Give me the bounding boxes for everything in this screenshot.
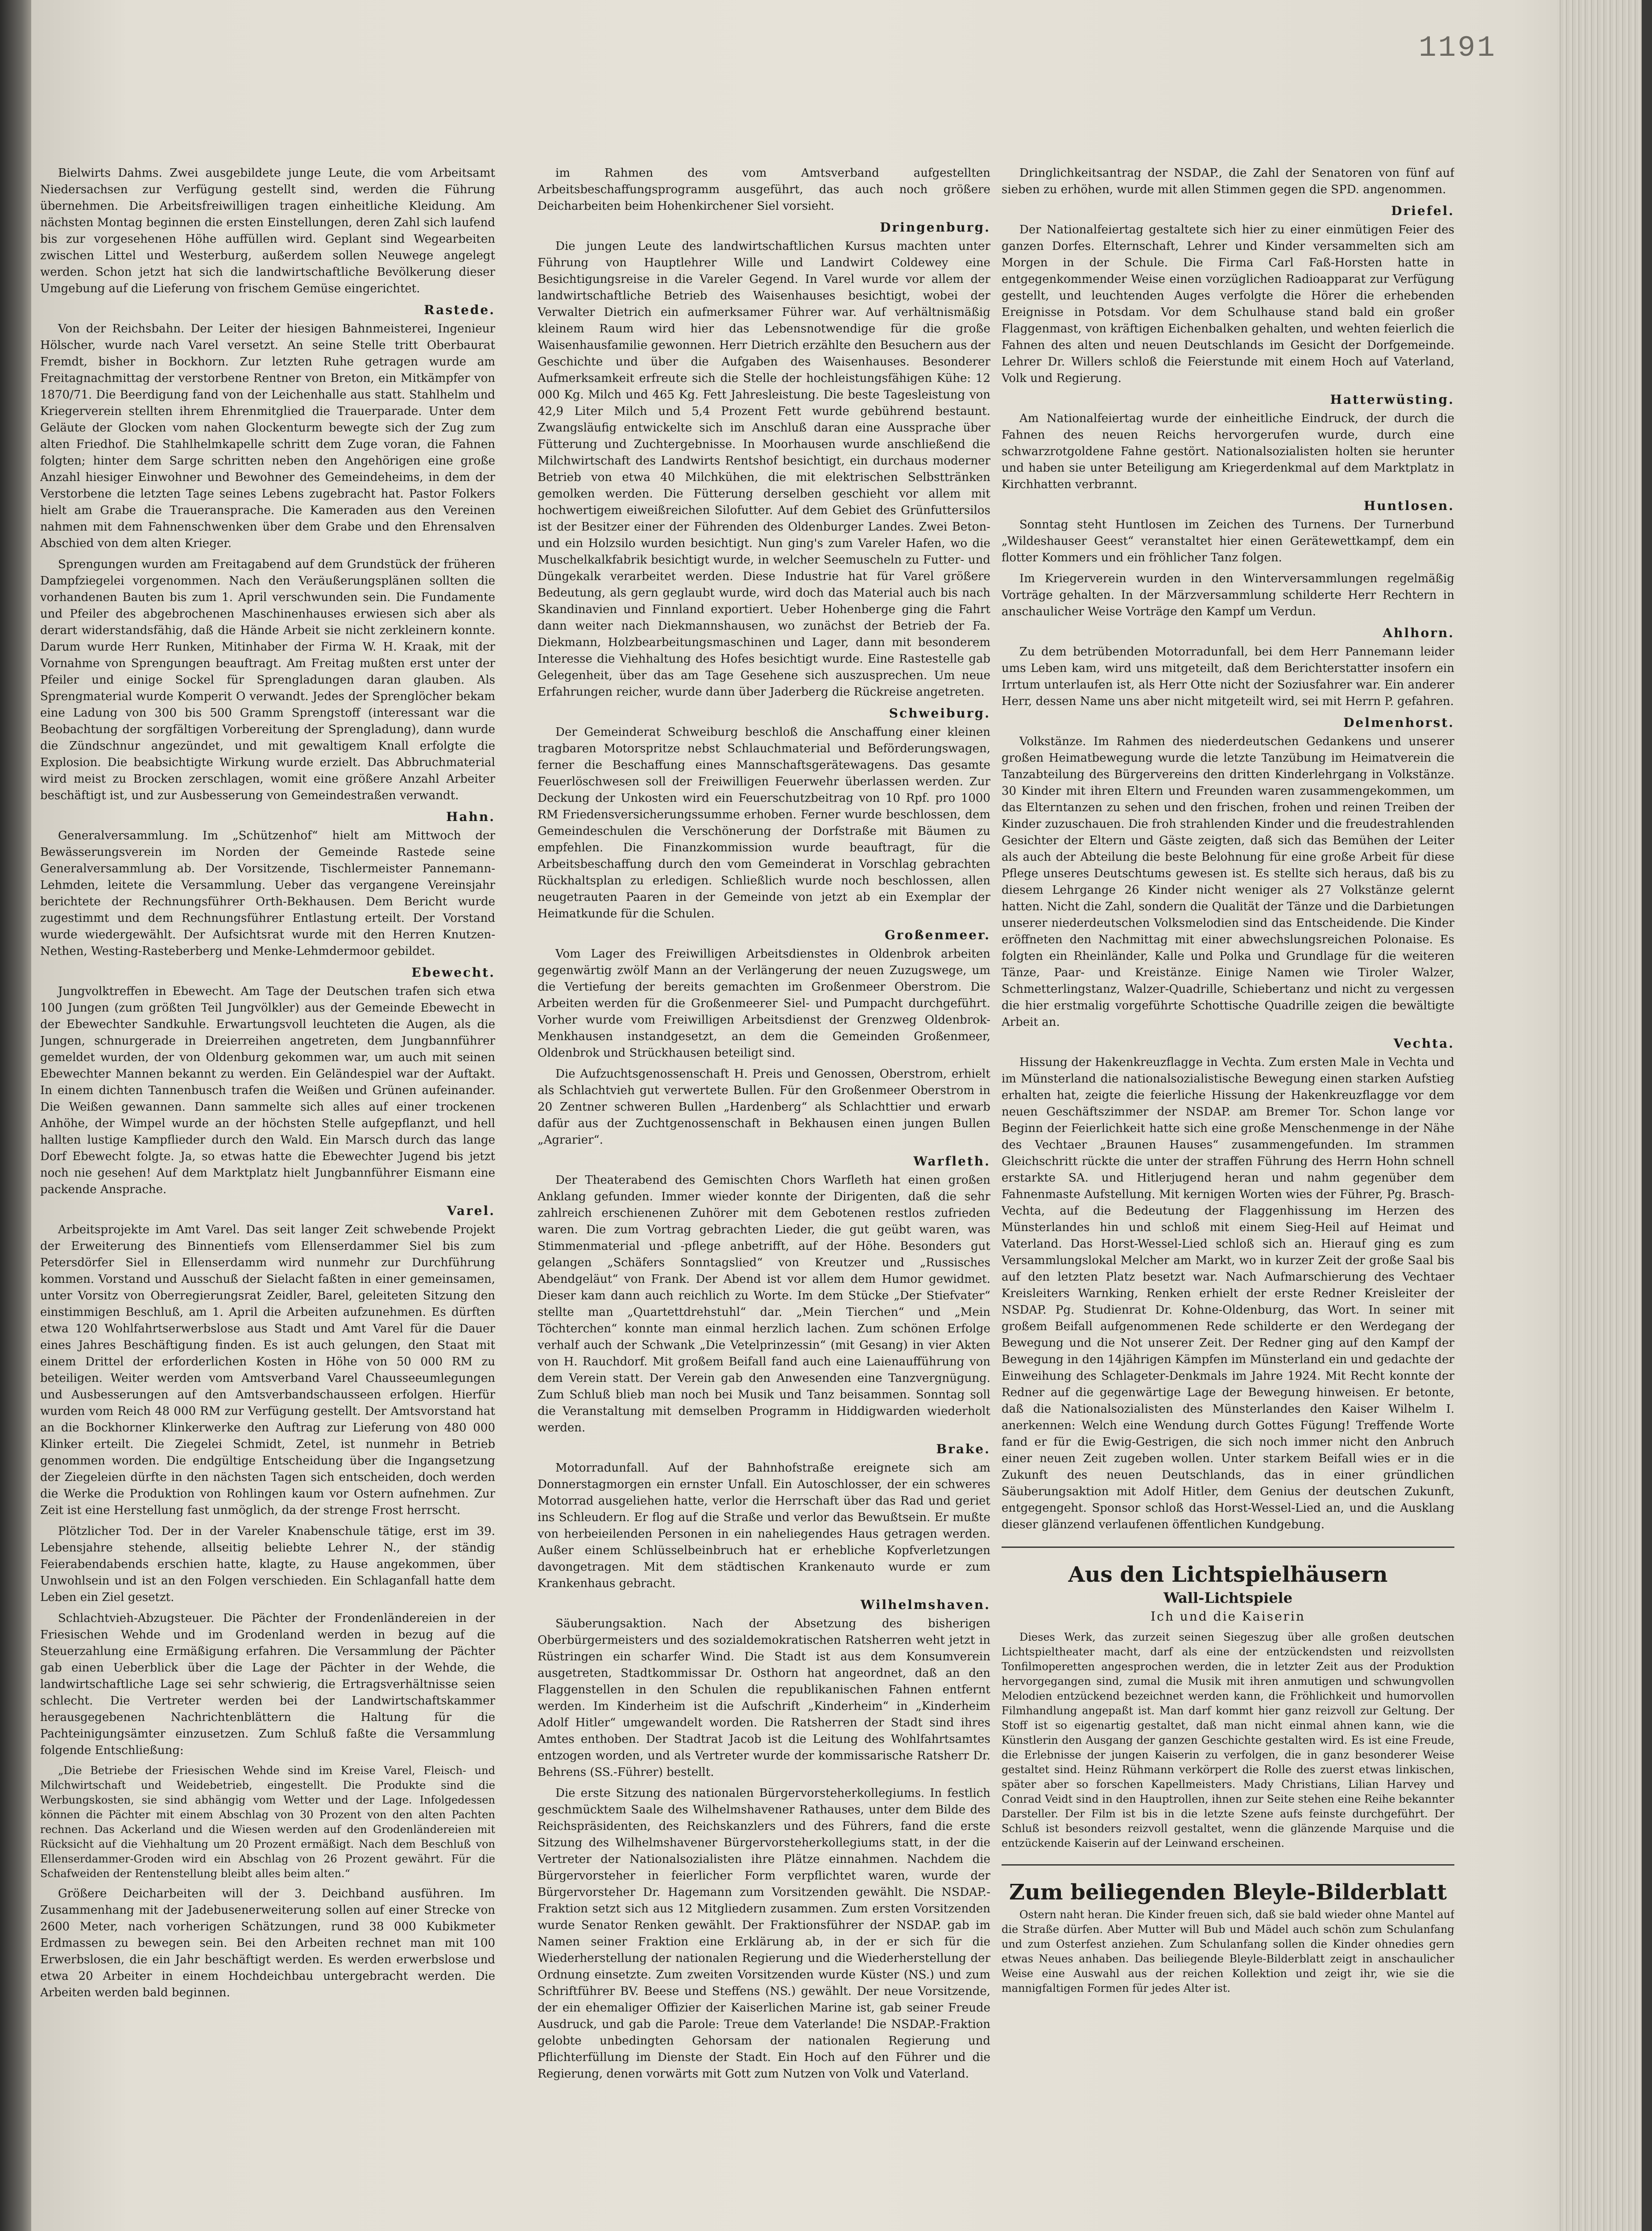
place-heading: Ahlhorn. bbox=[1383, 626, 1454, 640]
place-heading: Wilhelmshaven. bbox=[860, 1597, 990, 1612]
article-paragraph: Zu dem betrübenden Motorradunfall, bei dem Herr Pannemann leider ums Leben kam, wird uns mitgeteilt, daß dem Berichterstatter insofern ein Irrtum unterlaufen ist, als Herr Otte nicht der Soziusfahrer war. Ein anderer Herr, dessen Name uns aber nicht mitgeteilt wird, sei mit Herrn P. gefahren. bbox=[1002, 645, 1454, 708]
article-paragraph: Generalversammlung. Im „Schützenhof“ hielt am Mittwoch der Bewässerungsverein im Norden der Gemeinde Rastede seine Generalversammlung ab. Der Vorsitzende, Tischlermeister Pannemann-Lehmden, leitete die Versammlung. Ueber das vergangene Vereinsjahr berichtete der Rechnungsführer Orth-Bekhausen. Dem Bericht wurde zugestimmt und dem Rechnungsführer Entlastung erteilt. Der Vorstand wurde wiedergewählt. Der Aufsichtsrat wurde mit den Herren Knutzen-Nethen, Westing-Rasteberberg und Menke-Lehmdermoor gebildet. bbox=[40, 829, 495, 958]
section-title: Zum beiliegenden Bleyle-Bilderblatt bbox=[1009, 1880, 1447, 1905]
film-title: Ich und die Kaiserin bbox=[1151, 1609, 1305, 1624]
article-paragraph-small: Dieses Werk, das zurzeit seinen Siegeszug über alle großen deutschen Lichtspieltheater macht, darf als eine der entzückendsten und reizvollsten Tonfilmoperetten angesprochen werden, die in letzter Zeit aus der Produktion hervorgegangen sind, zumal die Musik mit ihren anmutigen und schwungvollen Melodien entzückend bezeichnet werden kann, die Fröhlichkeit und humorvollen Filmhandlung angepaßt ist. Man darf kommt hier ganz reizvoll zur Geltung. Der Stoff ist so eigenartig gestaltet, daß man nicht einmal ahnen kann, wie die Künstlerin den Ausgang der ganzen Geschichte gestalten wird. Es ist eine Freude, die Erlebnisse der jungen Kaiserin zu verfolgen, die in ganz besonderer Weise gestaltet sind. Heinz Rühmann verkörpert die Rolle des zuerst etwas linkischen, später aber so forschen Kapellmeisters. Mady Christians, Lilian Harvey und Conrad Veidt sind in den Hauptrollen, ihnen zur Seite stehen eine Reihe bekannter Darsteller. Der Film ist bis in die letzte Szene aufs feinste durchgeführt. Der Schluß ist besonders reizvoll gestaltet, wenn die glänzende Marquise und die entzückende Kaiserin auf der Leinwand erscheinen. bbox=[1002, 1631, 1454, 1849]
page-stack-edge bbox=[1557, 0, 1642, 2231]
place-heading: Huntlosen. bbox=[1363, 498, 1454, 513]
article-paragraph: Hissung der Hakenkreuzflagge in Vechta. Zum ersten Male in Vechta und im Münsterland die nationalsozialistische Bewegung einen starken Aufstieg erhalten hat, zeigte die feierliche Hissung der Hakenkreuzflagge vor dem neuen Geschäftszimmer der NSDAP. am Bremer Tor. Schon lange vor Beginn der Feierlichkeit hatte sich eine große Menschenmenge in der Nähe des Vechtaer „Braunen Hauses“ zusammengefunden. Im strammen Gleichschritt rückte die unter der straffen Führung des Herrn Hohn schnell erstarkte SA. und Hitlerjugend heran und nahm gegenüber dem Fahnenmaste Aufstellung. Mit kernigen Worten wies der Führer, Pg. Brasch-Vechta, auf die Bedeutung der Flaggenhissung im Herzen des Münsterlandes hin und schloß mit einem Sieg-Heil auf Heimat und Vaterland. Das Horst-Wessel-Lied schloß sich an. Hierauf ging es zum Versammlungslokal Melcher am Markt, wo in kurzer Zeit der große Saal bis auf den letzten Platz besetzt war. Nach Aufmarschierung des Vechtaer Kreisleiters Warnking, Renken erhielt der erste Redner Kreisleiter der NSDAP. Pg. Studienrat Dr. Kohne-Oldenburg, das Wort. In seiner mit großem Beifall aufgenommenen Rede schilderte er den Werdegang der Bewegung und die Not unserer Zeit. Der Redner ging auf den Kampf der Bewegung in den 14jährigen Kämpfen im Münsterland ein und gedachte der Einweihung des Schlageter-Denkmals im Jahre 1924. Mit Recht konnte der Redner auf die gegenwärtige Lage der Bewegung hinweisen. Er betonte, daß die Nationalsozialisten des Münsterlandes den Kaiser Wilhelm I. anerkennen: Welch eine Wendung durch Gottes Fügung! Treffende Worte fand er für die Ewig-Gestrigen, die sich noch immer nicht den Anbruch einer neuen Zeit zugeben wollen. Unter starkem Beifall wies er in die Zukunft des neuen Deutschlands, das in einer gründlichen Säuberungsaktion mit Adolf Hitler, dem Genius der deutschen Zukunft, entgegengeht. Sponsor schloß das Horst-Wessel-Lied an, und die Ausklang dieser glänzend verlaufenen öffentlichen Kundgebung. bbox=[1002, 1056, 1454, 1531]
article-paragraph: Im Kriegerverein wurden in den Winterversammlungen regelmäßig Vorträge gehalten. In der Märzversammlung schilderte Herr Rechtern in anschaulicher Weise Vorträge den Kampf um Verdun. bbox=[1002, 572, 1454, 618]
place-heading: Großenmeer. bbox=[885, 928, 990, 942]
article-paragraph: Die Aufzuchtsgenossenschaft H. Preis und Genossen, Oberstrom, erhielt als Schlachtvieh gut verwertete Bullen. Für den Großenmeer Oberstrom in 20 Zentner schweren Bullen „Hardenberg“ als Schlachttier und erwarb dafür aus der Zuchtgenossenschaft in Bekhausen einen jungen Bullen „Agrarier“. bbox=[538, 1067, 990, 1147]
place-heading: Delmenhorst. bbox=[1343, 715, 1454, 730]
article-paragraph: Säuberungsaktion. Nach der Absetzung des bisherigen Oberbürgermeisters und des sozialdemokratischen Ratsherren weht jetzt in Rüstringen ein scharfer Wind. Die Stadt ist aus dem Konsumverein ausgetreten, Stadtkommissar Dr. Osthorn hat angeordnet, daß an den Flaggenstellen in den Schulen die republikanischen Fahnen entfernt werden. Im Kinderheim ist die Aufschrift „Kinderheim“ in „Kinderheim Adolf Hitler“ umgewandelt worden. Die Ratsherren der Stadt sind ihres Amtes enthoben. Der Stadtrat Jacob ist die Leitung des Wohlfahrtsamtes entzogen worden, und als Vertreter wurde der kommissarische Ratsherr Dr. Behrens (SS.-Führer) bestellt. bbox=[538, 1617, 990, 1779]
article-paragraph: Plötzlicher Tod. Der in der Vareler Knabenschule tätige, erst im 39. Lebensjahre stehende, allseitig beliebte Lehrer N., der ständig Feierabendabends erschien hatte, klagte, zu Hause angekommen, über Unwohlsein und ist an den Folgen verschieden. Ein Schlaganfall hatte dem Leben ein Ziel gesetzt. bbox=[40, 1525, 495, 1604]
article-paragraph: Die jungen Leute des landwirtschaftlichen Kursus machten unter Führung von Hauptlehrer Wille und Landwirt Coldewey eine Besichtigungsreise in die Vareler Gegend. In Varel wurde vor allem der landwirtschaftliche Betrieb des Waisenhauses besichtigt, wobei der Verwalter Dietrich ein aufmerksamer Führer war. Auf verhältnismäßig kleinem Raum wird hier das Lebensnotwendige für die große Waisenhausfamilie gewonnen. Herr Dietrich erzählte den Besuchern aus der Geschichte und über die Aufgaben des Waisenhauses. Besonderer Aufmerksamkeit erfreute sich die Stelle der hochleistungsfähigen Kühe: 12 000 Kg. Milch und 465 Kg. Fett Jahresleistung. Die beste Tagesleistung von 42,9 Liter Milch und 5,4 Prozent Fett wurde gebührend bestaunt. Zwangsläufig entwickelte sich im Anschluß daran eine Aussprache über Fütterung und Zuchtergebnisse. In Moorhausen wurde anschließend die Milchwirtschaft des Landwirts Rentshof besichtigt, ein durchaus moderner Betrieb von etwa 40 Milchkühen, die mit elektrischen Selbsttränken gemolken werden. Die Fütterung derselben geschieht vor allem mit hochwertigem eiweißreichen Silofutter. Auf dem Gebiet des Grünfuttersilos ist der Besitzer einer der Führenden des Oldenburger Landes. Zwei Beton- und ein Holzsilo wurden besichtigt. Nun ging's zum Vareler Hafen, wo die Muschelkalkfabrik besichtigt wurde, in welcher Seemuscheln zu Futter- und Düngekalk verarbeitet werden. Diese Industrie hat für Varel größere Bedeutung, als gern geglaubt wurde, wird doch das Material auch bis nach Skandinavien und Finnland exportiert. Ueber Hohenberge ging die Fahrt dann weiter nach Diekmannshausen, wo zunächst der Betrieb der Fa. Diekmann, Holzbearbeitungsmaschinen und Lager, dann mit besonderem Interesse die Viehhaltung des Hofes besichtigt wurde. Eine Rastestelle gab Gelegenheit, über das am Tage Gesehene sich auszusprechen. Um neue Erfahrungen reicher, wurde dann über Jaderberg die Rückreise angetreten. bbox=[538, 240, 990, 699]
article-paragraph: Der Nationalfeiertag gestaltete sich hier zu einer einmütigen Feier des ganzen Dorfes. Elternschaft, Lehrer und Kinder versammelten sich am Morgen in der Schule. Die Firma Carl Faß-Horsten hatte in entgegenkommender Weise einen vorzüglichen Radioapparat zur Verfügung gestellt, und leuchtenden Auges verfolgte die Hörer die erhebenden Ereignisse in Potsdam. Vor dem Schulhause stand bald ein großer Flaggenmast, von kräftigen Eichenbalken gehalten, und wehten feierlich die Fahnen des alten und neuen Deutschlands im Gesicht der Dorfgemeinde. Lehrer Dr. Willers schloß die Feierstunde mit einem Hoch auf Vaterland, Volk und Regierung. bbox=[1002, 223, 1454, 385]
article-paragraph: Am Nationalfeiertag wurde der einheitliche Eindruck, der durch die Fahnen des neuen Reichs hervorgerufen wurde, durch eine schwarzrotgoldene Fahne gestört. Nationalsozialisten holten sie herunter und haben sie unter Beteiligung am Kriegerdenkmal auf dem Marktplatz in Kirchhatten verbrannt. bbox=[1002, 412, 1454, 491]
page-number: 1191 bbox=[1419, 31, 1497, 65]
section-rule bbox=[1002, 1547, 1454, 1548]
article-paragraph: Volkstänze. Im Rahmen des niederdeutschen Gedankens und unserer großen Heimatbewegung wurde die letzte Tanzübung im Heimatverein die Tanzabteilung des Bürgervereins den dritten Kinderlehrgang in Volkstänze. 30 Kinder mit ihren Eltern und Freunden waren zusammengekommen, um das Elterntanzen zu sehen und den frischen, frohen und reinen Treiben der Kinder zuzuschauen. Die froh strahlenden Kinder und die freudestrahlenden Gesichter der Eltern und Gäste zeigten, daß sich das Bemühen der Leiter als auch der Abteilung die beste Belohnung für eine große Arbeit für diese Pflege unseres Deutschtums gewesen ist. Es stellte sich heraus, daß bis zu diesem Lehrgange 26 Kinder nicht weniger als 27 Volkstänze gelernt hatten. Nicht die Zahl, sondern die Qualität der Tänze und die Darbietungen unserer niederdeutschen Volksmelodien sind das Entscheidende. Die Kinder eröffneten den Nachmittag mit einer abwechslungsreichen Polonaise. Es folgten ein Rheinländer, Kalle und Polka und Grundlage für die weiteren Tänze, Paar- und Kreistänze. Einige Namen wie Tiroler Walzer, Schmetterlingstanz, Walzer-Quadrille, Schiebertanz und nicht zu vergessen die hier erstmalig vorgeführte Schottische Quadrille zeigen die bewältigte Arbeit an. bbox=[1002, 735, 1454, 1029]
article-paragraph: Vom Lager des Freiwilligen Arbeitsdienstes in Oldenbrok arbeiten gegenwärtig zwölf Mann an der Verlängerung der neuen Zuzugswege, um die Vertiefung der bereits gemachten im Großenmeer Oberstrom. Die Arbeiten werden für die Großenmeerer Siel- und Pumpacht durchgeführt. Vorher wurde vom Freiwilligen Arbeitsdienst der Grenzweg Oldenbrok-Menkhausen instandgesetzt, an dem die Gemeinden Großenmeer, Oldenbrok und Strückhausen beteiligt sind. bbox=[538, 947, 990, 1060]
place-heading: Warfleth. bbox=[913, 1154, 990, 1169]
place-heading: Hahn. bbox=[446, 809, 495, 824]
place-heading: Varel. bbox=[447, 1203, 495, 1218]
newspaper-page bbox=[31, 0, 1642, 2231]
place-heading: Brake. bbox=[936, 1442, 990, 1456]
article-paragraph-small: „Die Betriebe der Friesischen Wehde sind im Kreise Varel, Fleisch- und Milchwirtschaft und Weidebetrieb, eingestellt. Die Produkte sind die Werbungskosten, sie sind abhängig vom Wetter und der Lage. Infolgedessen können die Pächter mit einem Abschlag von 30 Prozent von den alten Pachten rechnen. Das Ackerland und die Wiesen werden auf den Grodenländereien mit Rücksicht auf die Viehhaltung um 20 Prozent ermäßigt. Nach dem Beschluß von Ellenserdammer-Groden wird ein Abschlag von 26 Prozent gewährt. Für die Schafweiden der Rentenstellung bleibt alles beim alten.“ bbox=[40, 1764, 495, 1880]
column-2 bbox=[538, 165, 990, 2231]
place-heading: Dringenburg. bbox=[880, 220, 990, 235]
article-paragraph: Von der Reichsbahn. Der Leiter der hiesigen Bahnmeisterei, Ingenieur Hölscher, wurde nach Varel versetzt. An seine Stelle tritt Oberbaurat Fremdt, bisher in Bockhorn. Zur letzten Ruhe getragen wurde am Freitagnachmittag der verstorbene Rentner von Breton, ein Mitkämpfer von 1870/71. Die Beerdigung fand von der Leichenhalle aus statt. Stahlhelm und Kriegerverein stellten ihrem Ehrenmitglied die Trauerparade. Unter dem Geläute der Glocken vom nahen Glockenturm bewegte sich der Zug zum alten Friedhof. Die Stahlhelmkapelle schritt dem Zuge voran, die Fahnen folgten; hinter dem Sarge schritten neben den Angehörigen eine große Anzahl hiesiger Einwohner und Bewohner des Gemeindeheims, in dem der Verstorbene die letzten Tage seines Lebens zugebracht hat. Pastor Folkers hielt am Grabe die Traueransprache. Die Kameraden aus den Vereinen nahmen mit dem Fahnenschwenken über dem Grabe und den Ehrensalven Abschied von dem alten Krieger. bbox=[40, 322, 495, 550]
place-heading: Ebewecht. bbox=[411, 965, 495, 980]
place-heading: Rastede. bbox=[424, 303, 495, 317]
place-heading: Vechta. bbox=[1393, 1036, 1454, 1051]
article-paragraph: Der Gemeinderat Schweiburg beschloß die Anschaffung einer kleinen tragbaren Motorspritze nebst Schlauchmaterial und Beförderungswagen, ferner die Beschaffung eines Mannschaftsgerätewagens. Das gesamte Feuerlöschwesen soll der Freiwilligen Feuerwehr überlassen werden. Zur Deckung der Unkosten wird ein Feuerschutzbeitrag von 10 Rpf. pro 1000 RM Friedensversicherungssumme erhoben. Ferner wurde beschlossen, dem Gemeindeschulen die Verschönerung der Dorfstraße mit Bäumen zu empfehlen. Die Finanzkommission wurde beauftragt, für die Arbeitsbeschaffung durch den vom Gemeinderat in Vorschlag gebrachten Rückhaltsplan zu erledigen. Schließlich wurde noch beschlossen, allen neugetrauten Paaren in der Gemeinde von jetzt ab ein Exemplar der Heimatkunde für die Schulen. bbox=[538, 726, 990, 921]
article-paragraph: Jungvolktreffen in Ebewecht. Am Tage der Deutschen trafen sich etwa 100 Jungen (zum größten Teil Jungvölkler) aus der Gemeinde Ebewecht in der Ebewechter Sandkuhle. Erwartungsvoll leuchteten die Augen, als die Jungen, schnurgerade in Dreierreihen angetreten, dem Jungbannführer gemeldet wurden, der von Oldenburg gekommen war, um auch mit seinen Ebewechter Mannen bekannt zu werden. Ein Geländespiel war der Auftakt. In einem dichten Tannenbusch trafen die Weißen und Grünen aufeinander. Die Weißen gewannen. Dann sammelte sich alles auf einer trockenen Anhöhe, der Wimpel wurde an der höchsten Stelle aufgepflanzt, und hell hallten lustige Kampflieder durch den Wald. Ein Marsch durch das lange Dorf Ebewecht folgte. Ja, so etwas hatte die Ebewechter Jugend bis jetzt noch nie gesehen! Auf dem Marktplatz hielt Jungbannführer Eismann eine packende Ansprache. bbox=[40, 985, 495, 1196]
article-paragraph: Größere Deicharbeiten will der 3. Deichband ausführen. Im Zusammenhang mit der Jadebusenerweiterung sollen auf einer Strecke von 2600 Meter, nach vorherigen Schätzungen, rund 38 000 Kubikmeter Erdmassen zu bewegen sein. Bei den Arbeiten rechnet man mit 100 Erwerbslosen, die ein Jahr beschäftigt werden. Es werden erwerbslose und etwa 20 Arbeiter in einem Hochdeichbau untergebracht werden. Die Arbeiten werden bald beginnen. bbox=[40, 1887, 495, 1999]
article-paragraph: Der Theaterabend des Gemischten Chors Warfleth hat einen großen Anklang gefunden. Immer wieder konnte der Dirigenten, daß die sehr zahlreich erschienenen Zuhörer mit dem Gebotenen restlos zufrieden waren. Die zum Vortrag gebrachten Lieder, die gut geübt waren, was Stimmenmaterial und -pflege anbetrifft, auf der Höhe. Besonders gut gelangen „Schäfers Sonntagslied“ von Kreutzer und „Russisches Abendgeläut“ von Frank. Der Abend ist vor allem dem Humor gewidmet. Dieser kam dann auch reichlich zu Worte. Im dem Stücke „Der Stiefvater“ stellte man „Quartettdrehstuhl“ dar. „Mein Tierchen“ und „Mein Töchterchen“ konnte man einmal herzlich lachen. Zum schönen Erfolge verhalf auch der Schwank „Die Vetelprinzessin“ (mit Gesang) in vier Akten von H. Rauchdorf. Mit großem Beifall fand auch eine Laienaufführung von dem Verein statt. Der Verein gab den Anwesenden eine Tanzvergnügung. Zum Schluß blieb man noch bei Musik und Tanz beisammen. Sonntag soll die Veranstaltung mit demselben Programm in Hiddigwarden wiederholt werden. bbox=[538, 1174, 990, 1435]
article-paragraph: Motorradunfall. Auf der Bahnhofstraße ereignete sich am Donnerstagmorgen ein ernster Unfall. Ein Autoschlosser, der ein schweres Motorrad ausgeliehen hatte, verlor die Herrschaft über das Rad und geriet ins Schleudern. Er flog auf die Straße und verlor das Bewußtsein. Er mußte von herbeieilenden Personen in ein naheliegendes Haus getragen werden. Außer einem Schlüsselbeinbruch hat er erhebliche Kopfverletzungen davongetragen. Mit dem städtischen Krankenauto wurde er zum Krankenhaus gebracht. bbox=[538, 1461, 990, 1590]
section-title: Aus den Lichtspielhäusern bbox=[1068, 1562, 1388, 1587]
section-subtitle: Wall-Lichtspiele bbox=[1163, 1589, 1293, 1606]
article-paragraph: Schlachtvieh-Abzugsteuer. Die Pächter der Frondenländereien in der Friesischen Wehde und im Grodenland werden in bezug auf die Steuerzahlung eine Ermäßigung erfahren. Die Versammlung der Pächter gab einen Ueberblick über die Lage der Pächter in der Wehde, die landwirtschaftliche Lage sei sehr schwierig, die Ertragsverhältnisse seien schlecht. Die Vertreter werden bei der Landwirtschaftskammer herausgegebenen Nachrichtenblättern die Haltung für die Pachteinigungsämter einzusetzen. Zum Schluß faßte die Versammlung folgende Entschließung: bbox=[40, 1612, 495, 1757]
article-paragraph: Sprengungen wurden am Freitagabend auf dem Grundstück der früheren Dampfziegelei vorgenommen. Nach den Veräußerungsplänen sollten die vorhandenen Bauten bis zum 1. April verschwunden sein. Die Fundamente und Pfeiler des abgebrochenen Maschinenhauses erwiesen sich aber als derart widerstandsfähig, daß die Hände Arbeit sie nicht zerkleinern konnte. Darum wurde Herr Runken, Mitinhaber der Firma W. H. Kraak, mit der Vornahme von Sprengungen beauftragt. Am Freitag mußten erst unter der Pfeiler und einige Sockel für Sprengladungen daran glauben. Als Sprengmaterial wurde Komperit O verwandt. Jedes der Sprenglöcher bekam eine Ladung von 300 bis 500 Gramm Sprengstoff (interessant war die Beobachtung der sorgfältigen Vorbereitung der Sprengladung), dann wurde die Zündschnur angezündet, und mit gewaltigem Knall erfolgte die Explosion. Die beabsichtigte Wirkung wurde erzielt. Das Abbruchmaterial wird meist zu Brocken zerschlagen, womit eine größere Anzahl Arbeiter beschäftigt ist, und zur Ausbesserung von Gemeindestraßen verwandt. bbox=[40, 558, 495, 802]
article-paragraph: Bielwirts Dahms. Zwei ausgebildete junge Leute, die vom Arbeitsamt Niedersachsen zur Verfügung gestellt sind, werden die Führung übernehmen. Die Arbeitsfreiwilligen tragen einheitliche Kleidung. Am nächsten Montag beginnen die ersten Einstellungen, deren Zahl sich laufend bis zur vorgesehenen Höhe auffüllen wird. Geplant sind Wegearbeiten zwischen Littel und Westerburg, außerdem sollen Neuwege angelegt werden. Schon jetzt hat sich die landwirtschaftliche Bevölkerung dieser Umgebung auf die Lieferung von frischem Gemüse eingerichtet. bbox=[40, 166, 495, 295]
place-heading: Schweiburg. bbox=[889, 706, 990, 721]
column-1 bbox=[40, 165, 495, 2231]
article-paragraph-small: Ostern naht heran. Die Kinder freuen sich, daß sie bald wieder ohne Mantel auf die Straße dürfen. Aber Mutter will Bub und Mädel auch schön zum Schulanfang und zum Osterfest anziehen. Zum Schulanfang sollen die Kinder ohnedies gern etwas Neues anhaben. Das beiliegende Bleyle-Bilderblatt zeigt in anschaulicher Weise eine Auswahl aus der reichen Kollektion und zeigt ihr, wie sie die mannigfaltigen Formen für jedes Alter ist. bbox=[1002, 1908, 1454, 1995]
section-rule bbox=[1002, 1864, 1454, 1866]
place-heading: Driefel. bbox=[1391, 203, 1454, 218]
article-paragraph: Sonntag steht Huntlosen im Zeichen des Turnens. Der Turnerbund „Wildeshauser Geest“ veranstaltet hier einen Gerätewettkampf, dem ein flotter Kommers und ein fröhlicher Tanz folgen. bbox=[1002, 518, 1454, 564]
article-paragraph: im Rahmen des vom Amtsverband aufgestellten Arbeitsbeschaffungsprogramm ausgeführt, das auch noch größere Deicharbeiten beim Hohenkirchener Siel vorsieht. bbox=[538, 166, 990, 213]
place-heading: Hatterwüsting. bbox=[1330, 392, 1454, 407]
book-spine-edge bbox=[0, 0, 31, 2231]
column-3 bbox=[1002, 165, 1454, 2231]
article-paragraph: Die erste Sitzung des nationalen Bürgervorsteherkollegiums. In festlich geschmücktem Saale des Wilhelmshavener Rathauses, unter dem Bilde des Reichspräsidenten, des Reichskanzlers und des Führers, fand die erste Sitzung des Wilhelmshavener Bürgervorsteherkollegiums statt, in der die Vertreter der Nationalsozialisten ihre Plätze einnahmen. Nachdem die Bürgervorsteher in feierlicher Form verpflichtet waren, wurde der Bürgervorsteher Dr. Hagemann zum Vorsitzenden gewählt. Die NSDAP.-Fraktion setzt sich aus 12 Mitgliedern zusammen. Zum ersten Vorsitzenden wurde Senator Renken gewählt. Der Fraktionsführer der NSDAP. gab im Namen seiner Fraktion eine Erklärung ab, in der er sich für die Wiederherstellung der nationalen Regierung und die Wiederherstellung der Ordnung einsetzte. Zum zweiten Vorsitzenden wurde Küster (NS.) und zum Schriftführer BV. Beese und Steffens (NS.) gewählt. Der neue Vorsitzende, der ein ehemaliger Offizier der Kaiserlichen Marine ist, gab seiner Freude Ausdruck, und gab die Parole: Treue dem Vaterlande! Die NSDAP.-Fraktion gelobte unbedingten Gehorsam der nationalen Regierung und Pflichterfüllung im Dienste der Stadt. Ein Hoch auf den Führer und die Regierung, denen vorwärts mit Gott zum Nutzen von Volk und Vaterland. bbox=[538, 1787, 990, 2081]
article-paragraph: Arbeitsprojekte im Amt Varel. Das seit langer Zeit schwebende Projekt der Erweiterung des Binnentiefs vom Ellenserdammer Siel bis zum Petersdörfer Siel in Ellenserdamm wird nunmehr zur Durchführung kommen. Vorstand und Ausschuß der Sielacht faßten in einer gemeinsamen, unter Vorsitz von Oberregierungsrat Zeidler, Barel, geleiteten Sitzung den einstimmigen Beschluß, am 1. April die Arbeiten aufzunehmen. Es dürften etwa 120 Wohlfahrtserwerbslose aus Stadt und Amt Varel für die Dauer eines Jahres Beschäftigung finden. Es ist auch gelungen, den Staat mit einem Drittel der erforderlichen Kosten in Höhe von 50 000 RM zu beteiligen. Weiter werden vom Amtsverband Varel Chausseeumlegungen und Ausbesserungen auf den Amtsverbandschausseen erfolgen. Hierfür wurden vom Reich 48 000 RM zur Verfügung gestellt. Der Amtsvorstand hat an die Bockhorner Klinkerwerke den Auftrag zur Lieferung von 480 000 Klinker erteilt. Die Ziegelei Schmidt, Zetel, ist nunmehr in Betrieb genommen worden. Die endgültige Entscheidung über die Ingangsetzung der Ziegeleien dürfte in den nächsten Tagen sich entscheiden, doch werden die Werke die Produktion von Rohlingen kaum vor Ostern aufnehmen. Zur Zeit ist eine Herstellung fast unmöglich, da der strenge Frost herrscht. bbox=[40, 1223, 495, 1517]
article-paragraph: Dringlichkeitsantrag der NSDAP., die Zahl der Senatoren von fünf auf sieben zu erhöhen, wurde mit allen Stimmen gegen die SPD. angenommen. bbox=[1002, 166, 1454, 196]
